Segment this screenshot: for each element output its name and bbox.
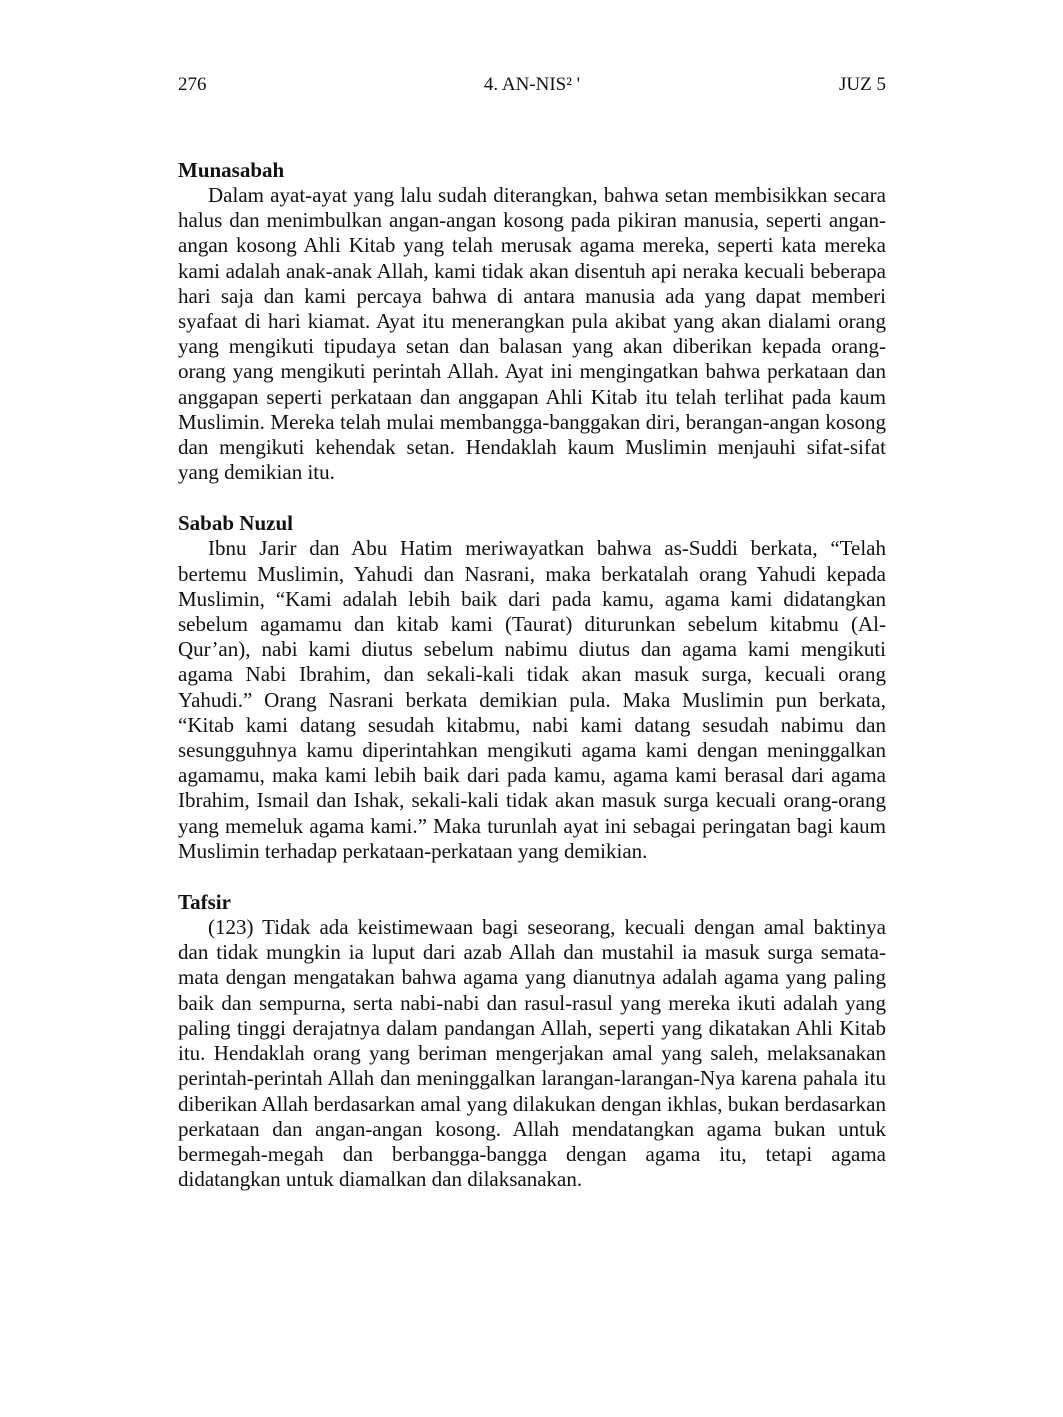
section-tafsir (178, 889, 886, 1192)
section-heading: Munasabah (178, 158, 285, 182)
page-number: 276 (178, 74, 207, 95)
section-paragraph: Ibnu Jarir dan Abu Hatim meriwayatkan bahwa as-Suddi berkata, “Telah bertemu Muslimin, Yahudi dan Nasrani, maka berkatalah orang Yahudi kepada Muslimin, “Kami adalah lebih baik dari pada kamu, agama kami didatangkan sebelum agamamu dan kitab kami (Taurat) diturunkan sebelum kitabmu (Al-Qur’an), nabi kami diutus sebelum nabimu diutus dan agama kami mengikuti agama Nabi Ibrahim, dan sekali-kali tidak akan masuk surga, kecuali orang Yahudi.” Orang Nasrani berkata demikian pula. Maka Muslimin pun berkata, “Kitab kami datang sesudah kitabmu, nabi kami datang sesudah nabimu dan sesungguhnya kamu diperintahkan mengikuti agama kami dengan meninggalkan agamamu, maka kami lebih baik dari pada kamu, agama kami berasal dari agama Ibrahim, Ismail dan Ishak, sekali-kali tidak akan masuk surga kecuali orang-orang yang memeluk agama kami.” Maka turunlah ayat ini sebagai peringatan bagi kaum Muslimin terhadap perkataan-perkataan yang demikian. (178, 536, 886, 863)
page-content (178, 157, 886, 1192)
section-heading: Sabab Nuzul (178, 511, 293, 536)
page-header (178, 72, 886, 98)
chapter-title: 4. AN-NIS² ' (483, 74, 581, 95)
section-paragraph: Dalam ayat-ayat yang lalu sudah diterangkan, bahwa setan membisikkan secara halus dan menimbulkan angan-angan kosong pada pikiran manusia, seperti angan-angan kosong Ahli Kitab yang telah merusak agama mereka, seperti kata mereka kami adalah anak-anak Allah, kami tidak akan disentuh api neraka kecuali beberapa hari saja dan kami percaya bahwa di antara manusia ada yang dapat memberi syafaat di hari kiamat. Ayat itu menerangkan pula akibat yang akan dialami orang yang mengikuti tipudaya setan dan balasan yang akan diberikan kepada orang-orang yang mengikuti perintah Allah. Ayat ini mengingatkan bahwa perkataan dan anggapan seperti perkataan dan anggapan Ahli Kitab itu telah terlihat pada kaum Muslimin. Mereka telah mulai membangga-banggakan diri, berangan-angan kosong dan mengikuti kehendak setan. Hendaklah kaum Muslimin menjauhi sifat-sifat yang demikian itu. (178, 183, 886, 485)
juz-label: JUZ 5 (839, 74, 886, 95)
section-heading: Tafsir (178, 890, 231, 915)
section-munasabah (178, 157, 886, 485)
section-paragraph: (123) Tidak ada keistimewaan bagi seseorang, kecuali dengan amal baktinya dan tidak mungkin ia luput dari azab Allah dan mustahil ia masuk surga semata-mata dengan mengatakan bahwa agama yang dianutnya adalah agama yang paling baik dan sempurna, serta nabi-nabi dan rasul-rasul yang mereka ikuti adalah yang paling tinggi derajatnya dalam pandangan Allah, seperti yang dikatakan Ahli Kitab itu. Hendaklah orang yang beriman mengerjakan amal yang saleh, melaksanakan perintah-perintah Allah dan meninggalkan larangan-larangan-Nya karena pahala itu diberikan Allah berdasarkan amal yang dilakukan dengan ikhlas, bukan berdasarkan perkataan dan angan-angan kosong. Allah mendatangkan agama bukan untuk bermegah-megah dan berbangga-bangga dengan agama itu, tetapi agama didatangkan untuk diamalkan dan dilaksanakan. (178, 915, 886, 1192)
section-sabab-nuzul (178, 510, 886, 864)
